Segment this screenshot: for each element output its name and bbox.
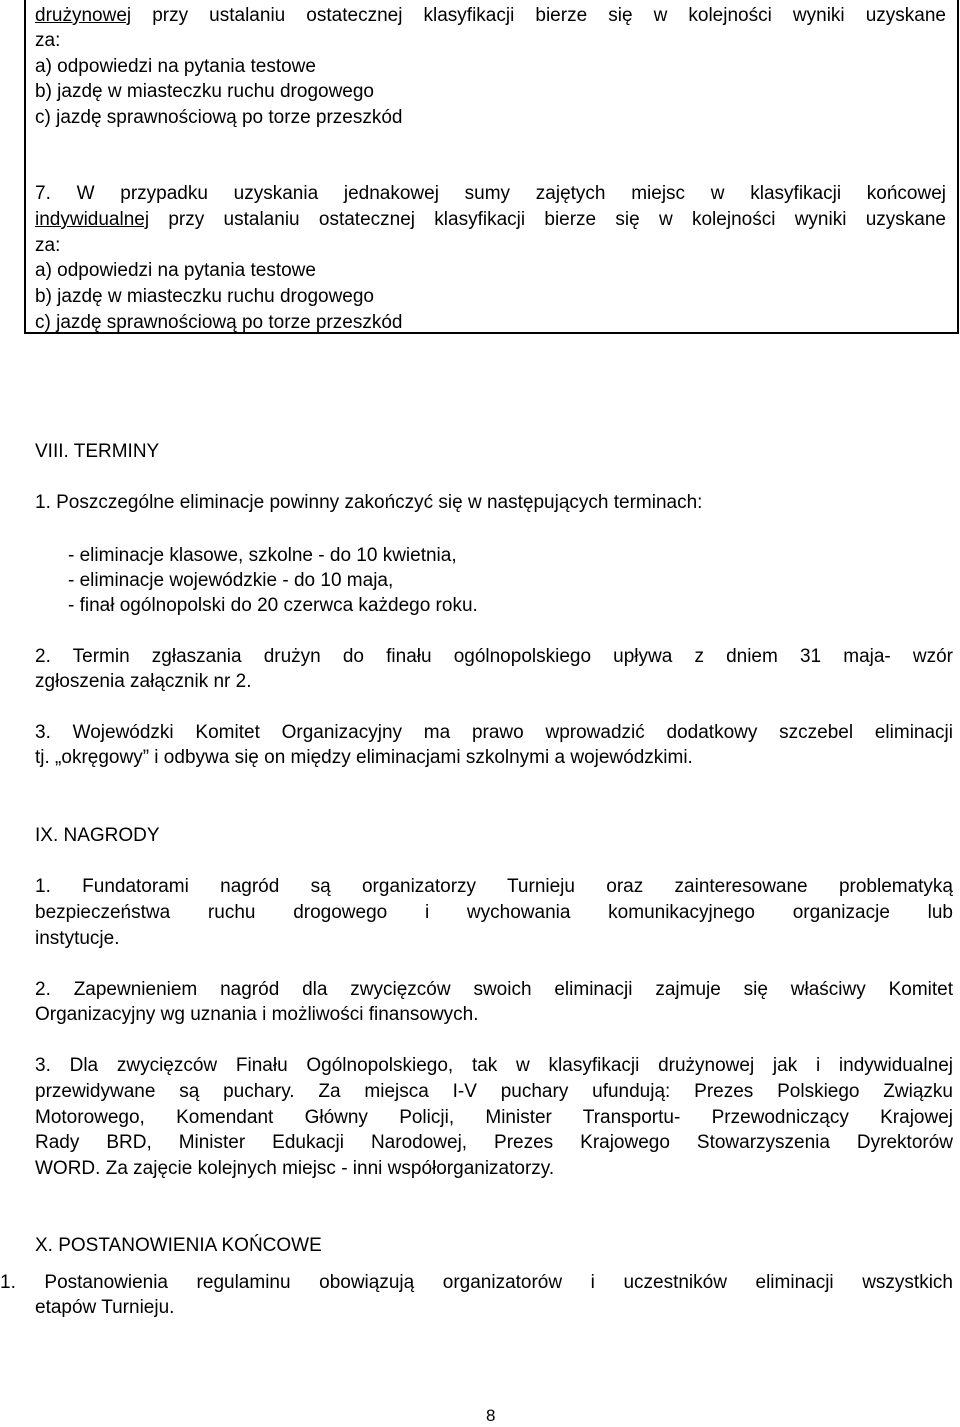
p6-line1 xyxy=(35,5,946,27)
p6-item-c: c) jazdę sprawnościową po torze przeszkód xyxy=(35,107,403,128)
s8-p1: 1. Poszczególne eliminacje powinny zakończyć się w następujących terminach: xyxy=(35,492,703,513)
s8-p2-line1: 2. Termin zgłaszania drużyn do finału ogólnopolskiego upływa z dniem 31 maja- wzór xyxy=(35,646,953,667)
p7-item-c: c) jazdę sprawnościową po torze przeszkód xyxy=(35,312,403,333)
s9-p1-line1: 1. Fundatorami nagród są organizatorzy Turnieju oraz zainteresowane problematyką xyxy=(35,876,953,897)
s8-list-item-1: - eliminacje klasowe, szkolne - do 10 kwietnia, xyxy=(68,545,457,566)
p7-item-b: b) jazdę w miasteczku ruchu drogowego xyxy=(35,286,375,307)
s8-p2-line2: zgłoszenia załącznik nr 2. xyxy=(35,671,252,692)
p6-item-a: a) odpowiedzi na pytania testowe xyxy=(35,56,316,77)
s9-p3-line2: przewidywane są puchary. Za miejsca I-V puchary ufundują: Prezes Polskiego Związku xyxy=(35,1081,953,1102)
p6-line1-text: przy ustalaniu ostatecznej klasyfikacji bierze się w kolejności wyniki uzyskane xyxy=(131,5,946,26)
s9-p3-line1: 3. Dla zwycięzców Finału Ogólnopolskiego, tak w klasyfikacji drużynowej jak i indywidualnej xyxy=(35,1055,953,1076)
section-9-heading: IX. NAGRODY xyxy=(35,825,160,846)
s8-p3-line1: 3. Wojewódzki Komitet Organizacyjny ma prawo wprowadzić dodatkowy szczebel eliminacji xyxy=(35,722,953,743)
section-10-heading: X. POSTANOWIENIA KOŃCOWE xyxy=(35,1235,322,1256)
s9-p3-line5: WORD. Za zajęcie kolejnych miejsc - inni współorganizatorzy. xyxy=(35,1158,555,1179)
s9-p3-line3: Motorowego, Komendant Główny Policji, Minister Transportu- Przewodniczący Krajowej xyxy=(35,1107,953,1128)
s9-p3-line4: Rady BRD, Minister Edukacji Narodowej, Prezes Krajowego Stowarzyszenia Dyrektorów xyxy=(35,1132,953,1153)
s8-p3-line2: tj. „okręgowy” i odbywa się on między eliminacjami szkolnymi a wojewódzkimi. xyxy=(35,747,693,768)
p7-item-a: a) odpowiedzi na pytania testowe xyxy=(35,260,316,281)
s8-list-item-2: - eliminacje wojewódzkie - do 10 maja, xyxy=(68,570,394,591)
page-number: 8 xyxy=(486,1406,496,1425)
regulation-box xyxy=(24,0,959,334)
s10-p1-line2: etapów Turnieju. xyxy=(35,1297,175,1318)
p7-line2-text: przy ustalaniu ostatecznej klasyfikacji bierze się w kolejności wyniki uzyskane xyxy=(149,209,946,230)
s9-p1-line2: bezpieczeństwa ruchu drogowego i wychowania komunikacyjnego organizacje lub xyxy=(35,902,953,923)
section-8-heading: VIII. TERMINY xyxy=(35,441,160,462)
p7-line3: za: xyxy=(35,235,61,256)
s9-p1-line3: instytucje. xyxy=(35,928,120,949)
s9-p2-line1: 2. Zapewnieniem nagród dla zwycięzców swoich eliminacji zajmuje się właściwy Komitet xyxy=(35,979,953,1000)
s10-p1-line1: 1. Postanowienia regulaminu obowiązują organizatorów i uczestników eliminacji wszystkich xyxy=(0,1272,953,1293)
p7-line2 xyxy=(35,209,946,231)
s9-p2-line2: Organizacyjny wg uznania i możliwości finansowych. xyxy=(35,1004,479,1025)
s8-list-item-3: - finał ogólnopolski do 20 czerwca każdego roku. xyxy=(68,595,478,616)
p6-item-b: b) jazdę w miasteczku ruchu drogowego xyxy=(35,81,375,102)
p6-line2: za: xyxy=(35,30,61,51)
p6-underlined-word: drużynowej xyxy=(35,5,132,26)
p7-line1: 7. W przypadku uzyskania jednakowej sumy zajętych miejsc w klasyfikacji końcowej xyxy=(35,183,946,204)
p7-underlined-word: indywidualnej xyxy=(35,209,150,230)
